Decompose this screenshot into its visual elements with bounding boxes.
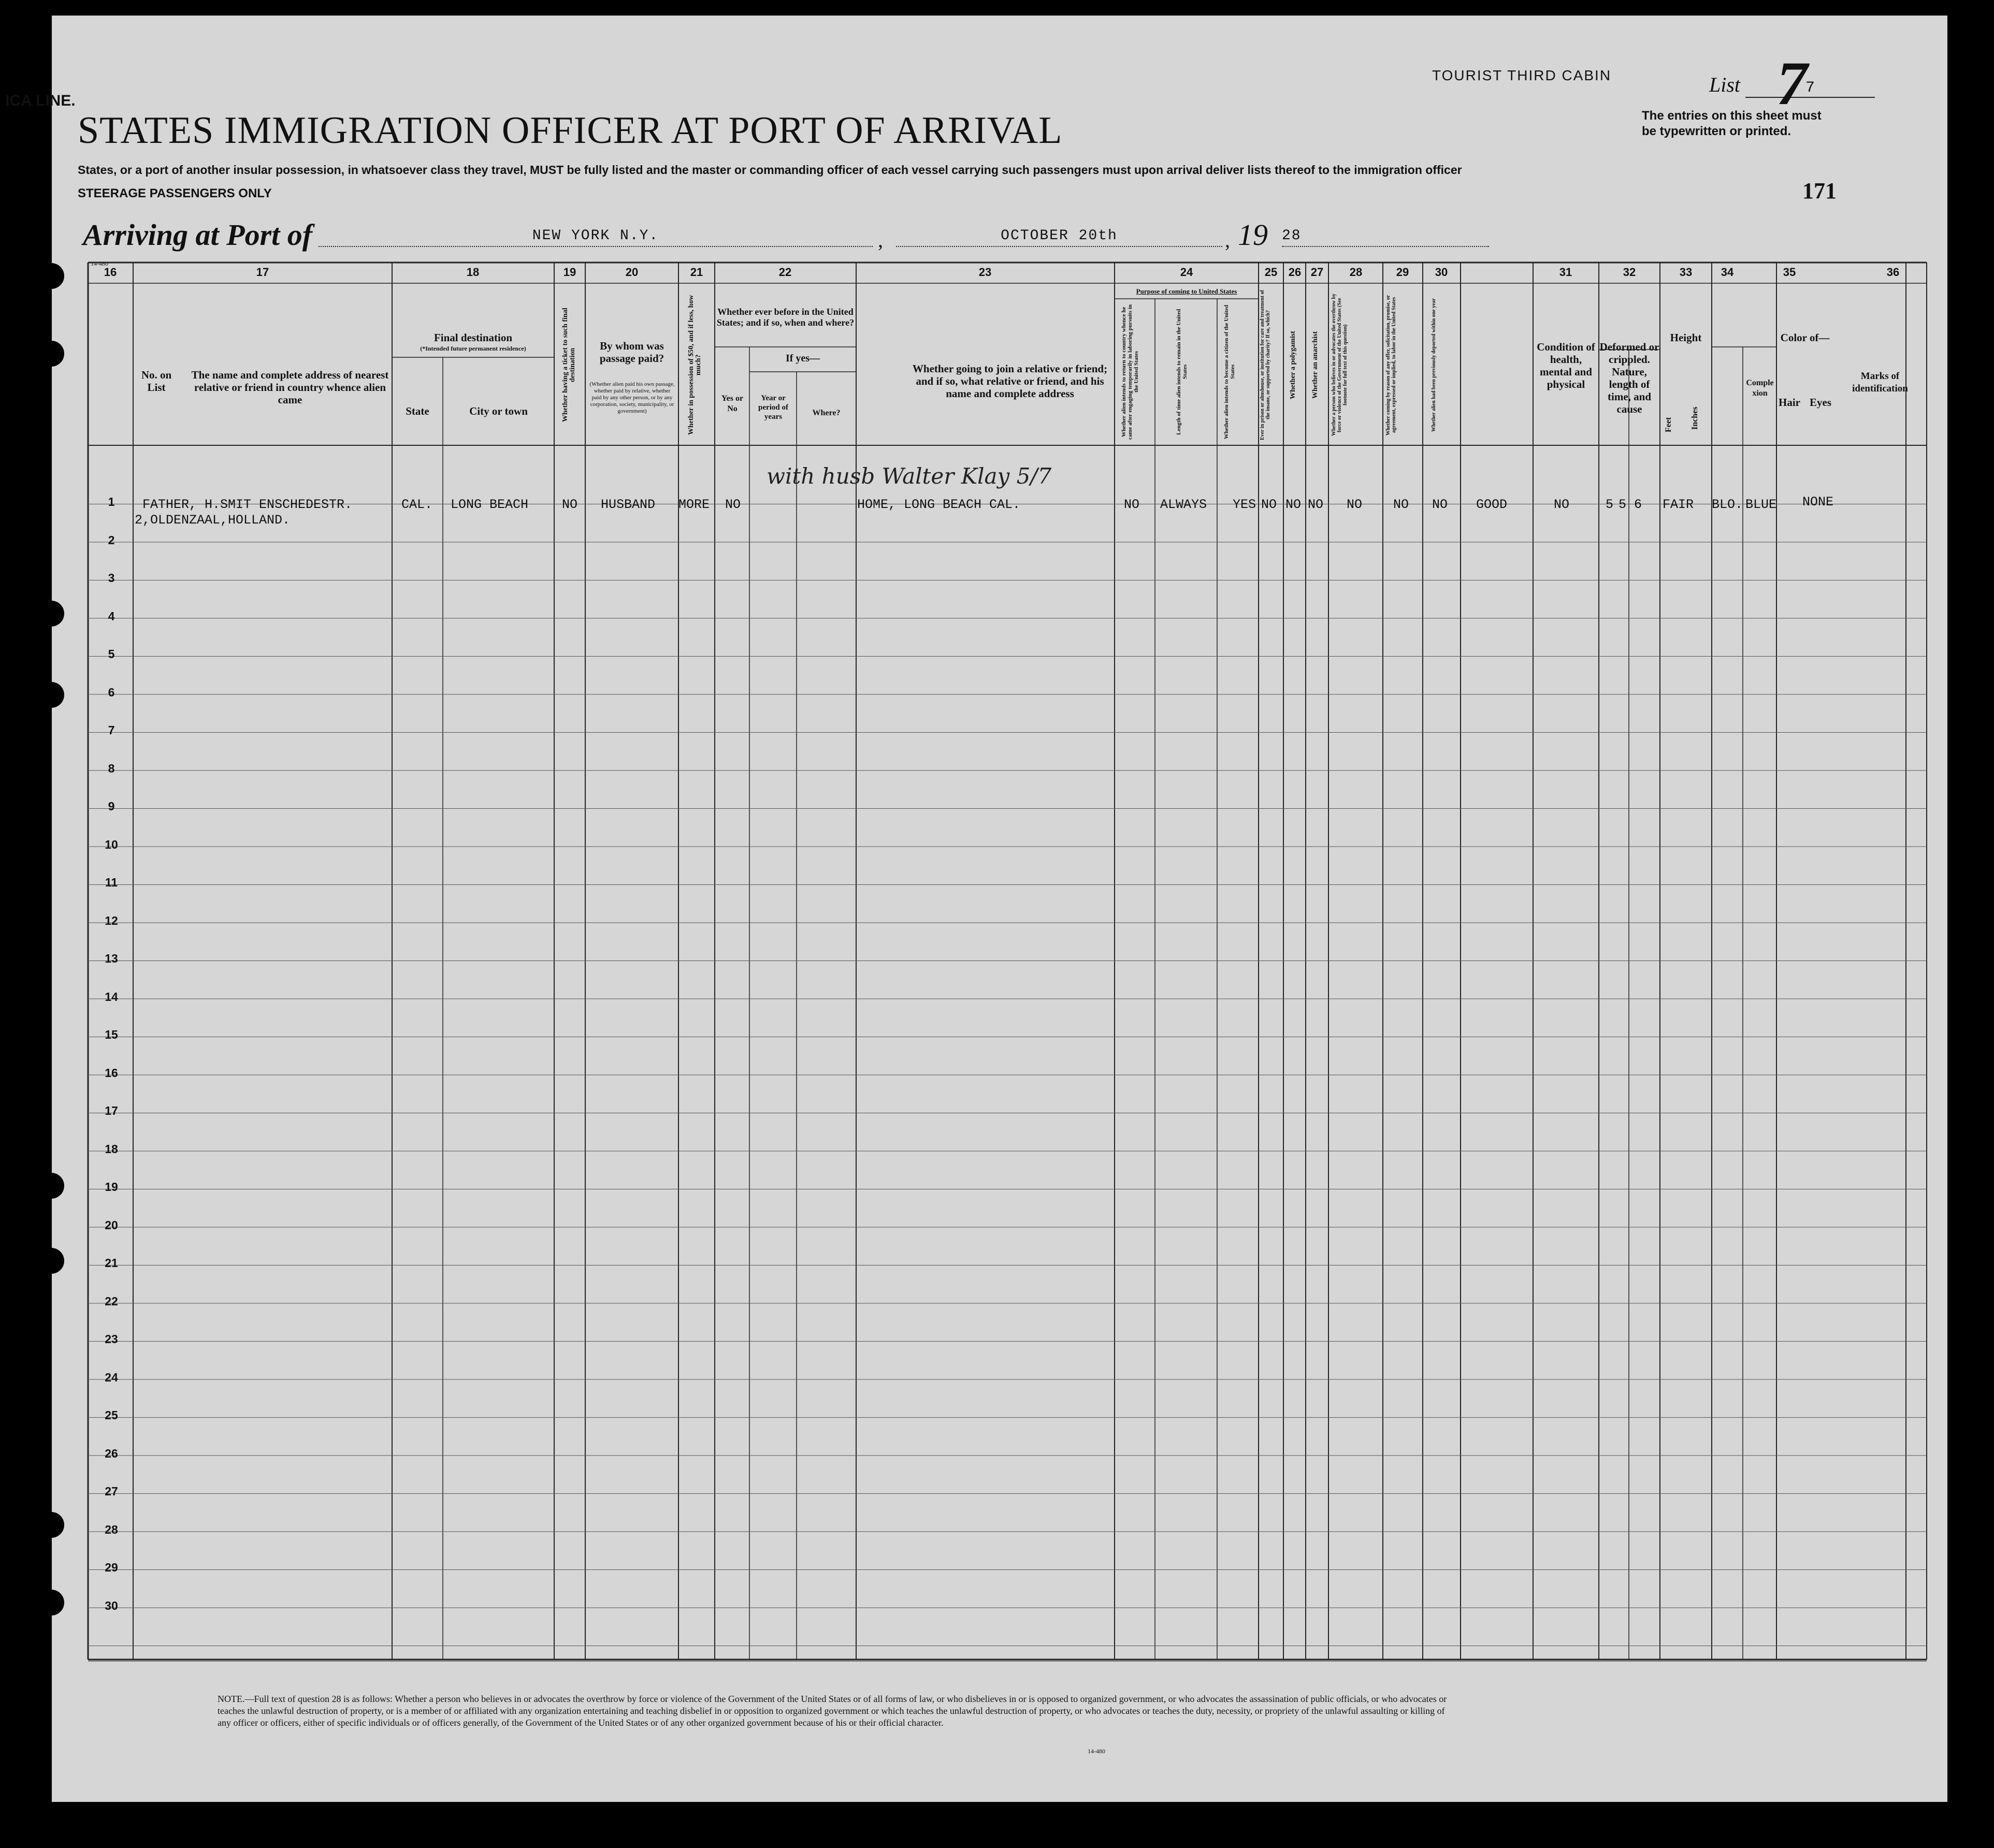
row-number: 30 [105,1598,118,1612]
row-number: 27 [105,1485,118,1498]
line-name-fragment: ICA LINE. [5,92,76,109]
form-code-top: 14-480 [91,260,108,267]
row-number: 8 [108,761,115,775]
entry-feet: 5 [1606,497,1614,512]
page-title: STATES IMMIGRATION OFFICER AT PORT OF ARRIVAL [78,109,1063,152]
footer-code: 14-480 [1088,1748,1105,1755]
column-number: 26 [1288,266,1302,279]
header-where: Where? [812,409,841,417]
column-number: 23 [978,266,992,279]
column-number: 20 [625,266,639,279]
port-field: NEW YORK N.Y. [319,228,873,247]
column-number: 32 [1623,266,1636,279]
column-number: 27 [1310,266,1324,279]
entry-health: GOOD [1476,497,1508,512]
column-number: 22 [778,266,792,279]
header-color-of: Color of— [1780,331,1830,344]
year-suffix: 28 [1282,228,1489,247]
row-lines [88,504,1927,1646]
column-number: 16 [104,266,117,279]
list-label-text: List [1709,73,1741,96]
row-number: 10 [105,837,118,851]
header-overthrow: Whether a person who believes in or advocates the overthrow by force or violence of the Government of the United States (See footnote for full text of this question) [1331,294,1348,436]
header-prison: Ever in prison or almshouse, or institution for care and treatment of the insane, or supported by charity? If so, which? [1260,290,1271,440]
header-purpose-citizen: Whether alien intends to become a citizen of the United States [1223,304,1236,439]
entry-relative-line1: FATHER, H.SMIT ENSCHEDESTR. [142,497,353,512]
column-number: 36 [1886,266,1900,279]
header-ticket: Whether having a ticket to such final destination [561,308,576,423]
header-inches: Inches [1690,406,1699,430]
row-number: 18 [105,1142,118,1156]
column-number: 24 [1180,266,1193,279]
row-number: 14 [105,990,118,1003]
header-deported: Whether alien had been previously deported within one year [1431,298,1437,432]
header-feet: Feet [1664,417,1673,432]
row-number: 15 [105,1028,118,1041]
footnote: NOTE.—Full text of question 28 is as follows: Whether a person who believes in or advocates the overthrow by force or violence of the Government of the United States or of all forms of law, or who disbelieves in or is opposed to organized government, or who advocates the assassination of public officials, or who advocates or teaches the unlawful destruction of property, or is a member of or affiliated with any organization entertaining and teaching disbelief in or opposition to organized government or which teaches the unlawful destruction of property, or who advocates or teaches the duty, necessity, or propriety of the unlawful assaulting or killing of any officer or officers, either of specific individuals or of officers generally, of the Government of the United States or of any other organized government because of his or their official character. [218,1694,1447,1728]
header-yes-no: Yes or No [721,394,744,413]
header-by-whom-note: (Whether alien paid his own passage, whether paid by relative, whether paid by any other person, or by any corporation, society, municipality, or government) [589,381,675,414]
column-number: 33 [1679,266,1693,279]
arriving-label: Arriving at Port of [83,218,313,252]
entries-note-2: be typewritten or printed. [1642,124,1791,138]
page-number: 171 [1802,178,1837,203]
header-purpose: Purpose of coming to United States [1136,287,1237,295]
column-number: 21 [690,266,703,279]
header-state: State [406,405,429,417]
column-number: 35 [1783,266,1796,279]
header-contract: Whether coming by reason of any offer, solicitation, promise, or agreement, expressed or implied, to labor in the United States [1385,295,1397,435]
entry-joining: HOME, LONG BEACH CAL. [857,497,1021,512]
entry-paid-by: HUSBAND [601,497,656,512]
column-number: 18 [466,266,480,279]
handwritten-note: with husb Walter Klay 5/7 [767,463,1052,489]
row-number: 11 [105,876,118,889]
class-label: TOURIST THIRD CABIN [1432,67,1612,83]
handwritten-list-number: 7 [1776,49,1808,118]
column-number: 17 [256,266,269,279]
manifest-grid [52,16,1947,1802]
row-number: 21 [105,1256,118,1270]
row-number: 29 [105,1561,118,1574]
row-number: 12 [105,913,118,927]
page-subtitle: States, or a port of another insular possession, in whatsoever class they travel, MUST be fully listed and the master or commanding officer of each vessel carrying such passengers must upon arrival deliver lists thereof to the immigration officer [78,163,1462,177]
row-number: 17 [105,1104,118,1117]
column-number: 25 [1264,266,1278,279]
row-number: 25 [105,1408,118,1422]
header-complexion-label: Complexion [1746,379,1774,398]
entry-marks: NONE [1802,494,1834,510]
entry-deported: NO [1432,497,1448,512]
row-number: 16 [105,1066,118,1080]
header-by-whom: By whom was passage paid? [599,340,664,365]
header-final-destination-note: (*Intended future permanent residence) [420,345,526,352]
header-purpose-length: Length of time alien intends to remain in the United States [1176,309,1188,435]
entry-city: LONG BEACH [451,497,529,512]
header-health: Condition of health, mental and physical [1537,341,1595,390]
entry-anarchist: NO [1308,497,1324,512]
row-number: 20 [105,1218,118,1232]
entry-relative-line2: 2,OLDENZAAL,HOLLAND. [135,513,291,528]
row-number: 5 [108,647,115,661]
row-number: 2 [108,533,115,547]
header-polygamist: Whether a polygamist [1289,331,1297,399]
entry-return: NO [1124,497,1140,512]
header-marks: Marks of identification [1852,371,1908,394]
row-number: 23 [105,1332,118,1346]
header-height-label: Height [1670,331,1702,344]
entry-ticket: NO [562,497,578,512]
steerage-label: STEERAGE PASSENGERS ONLY [78,186,272,200]
header-deformed: Deformed or crippled. Nature, length of time, and cause [1599,341,1659,415]
row-number: 19 [105,1180,118,1194]
header-if-yes: If yes— [785,353,820,364]
row-number: 24 [105,1370,118,1384]
row-number: 3 [108,571,115,585]
header-year-period: Year or period of years [758,394,788,421]
entry-money: MORE [678,497,710,512]
year-prefix: 19 [1238,218,1268,252]
row-number: 6 [108,685,115,699]
row-number: 4 [108,609,115,623]
header-nearest-relative: The name and complete address of nearest relative or friend in country whence alien came [191,369,389,406]
header-joining: Whether going to join a relative or friend; and if so, what relative or friend, and his name and complete address [912,362,1108,400]
row-number: 1 [108,495,115,508]
header-anarchist: Whether an anarchist [1311,331,1319,399]
list-number: 7 [1745,79,1875,98]
entries-note-1: The entries on this sheet must [1642,109,1822,123]
entry-deformed: NO [1554,497,1570,512]
column-number: 31 [1559,266,1572,279]
comma-separator: , [878,228,883,252]
header-money: Whether in possession of $50, and if less, how much? [687,295,702,435]
entry-state: CAL. [401,497,433,512]
entry-overthrow: NO [1347,497,1363,512]
header-eyes: Eyes [1810,396,1831,409]
row-number: 28 [105,1522,118,1536]
date-field: OCTOBER 20th [896,228,1222,247]
header-final-destination: Final destination [434,331,513,344]
row-number: 9 [108,799,115,813]
entry-eyes: BLUE [1745,497,1777,512]
column-number: 30 [1435,266,1448,279]
header-city: City or town [469,405,528,417]
entry-complexion: FAIR [1663,497,1694,512]
entry-hair: BLO. [1712,497,1743,512]
entry-prison: NO [1261,497,1277,512]
column-number: 29 [1396,266,1409,279]
entry-contract: NO [1393,497,1409,512]
entry-inches: 5 6 [1619,497,1642,512]
header-purpose-return: Whether alien intends to return to country whence he came after engaging temporarily in laboring pursuits in the United States [1121,304,1139,440]
header-no-on-list: No. on List [141,369,172,394]
column-number: 34 [1721,266,1734,279]
header-ever-before: Whether ever before in the United States; and if so, when and where? [716,307,855,328]
row-number: 26 [105,1446,118,1460]
entry-ever-before: NO [725,497,741,512]
column-number: 19 [563,266,576,279]
entry-length: ALWAYS [1160,497,1207,512]
manifest-sheet [5,16,1947,1802]
comma-separator: , [1225,228,1230,252]
row-number: 7 [108,723,115,737]
entry-citizen: YES [1233,497,1256,512]
column-number: 28 [1349,266,1363,279]
entry-polygamist: NO [1285,497,1302,512]
row-number: 13 [105,952,118,965]
row-number: 22 [105,1294,118,1308]
header-hair: Hair [1779,396,1800,409]
